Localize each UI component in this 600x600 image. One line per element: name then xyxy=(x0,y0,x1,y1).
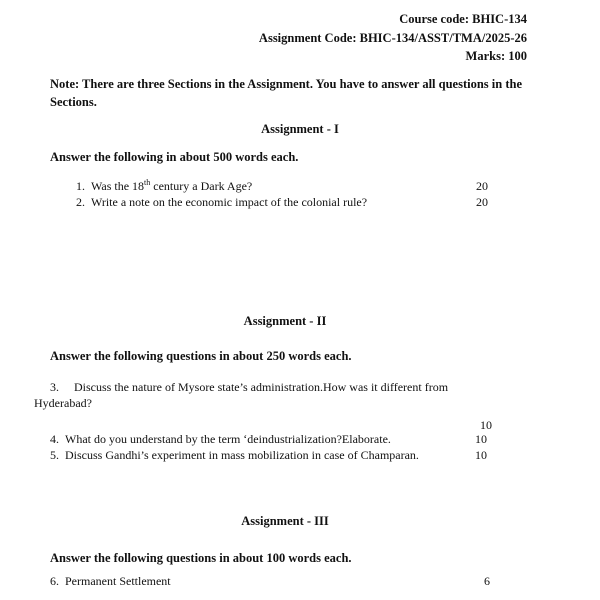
section-2-instruction: Answer the following questions in about 250 words each. xyxy=(50,349,352,363)
question-4-number: 4. xyxy=(50,432,59,446)
question-6 xyxy=(50,574,171,589)
question-3-text-line-1: Discuss the nature of Mysore state’s administration.How was it different from xyxy=(74,380,449,394)
question-1-text-post: century a Dark Age? xyxy=(150,179,253,193)
question-3-number: 3. xyxy=(50,380,59,394)
section-1-title: Assignment - I xyxy=(261,122,339,136)
question-6-marks: 6 xyxy=(484,574,490,588)
question-3-line-1 xyxy=(50,380,448,395)
question-1 xyxy=(76,179,252,194)
question-2-number: 2. xyxy=(76,195,85,209)
section-3-title: Assignment - III xyxy=(241,514,329,528)
question-5 xyxy=(50,448,419,463)
question-1-text-pre: Was the 18 xyxy=(91,179,145,193)
question-5-text: Discuss Gandhi’s experiment in mass mobilization in case of Champaran. xyxy=(65,448,419,462)
course-code: Course code: BHIC-134 xyxy=(399,12,527,26)
section-3-instruction: Answer the following questions in about 100 words each. xyxy=(50,551,352,565)
question-6-number: 6. xyxy=(50,574,59,588)
section-1-instruction: Answer the following in about 500 words each. xyxy=(50,150,299,164)
question-2 xyxy=(76,195,367,210)
question-1-number: 1. xyxy=(76,179,85,193)
question-6-text: Permanent Settlement xyxy=(65,574,171,588)
question-3-text-line-2: Hyderabad? xyxy=(34,396,92,410)
question-2-marks: 20 xyxy=(476,195,488,209)
total-marks: Marks: 100 xyxy=(465,49,527,63)
note-text: Note: There are three Sections in the Assignment. You have to answer all questions in the Sections. xyxy=(50,77,522,109)
question-4 xyxy=(50,432,391,447)
section-2-title: Assignment - II xyxy=(243,314,327,328)
question-4-marks: 10 xyxy=(475,432,487,446)
question-1-sup: th xyxy=(144,178,151,187)
assignment-code: Assignment Code: BHIC-134/ASST/TMA/2025-26 xyxy=(258,31,527,45)
question-3-marks: 10 xyxy=(480,418,492,432)
question-5-marks: 10 xyxy=(475,448,487,462)
question-5-number: 5. xyxy=(50,448,59,462)
question-1-marks: 20 xyxy=(476,179,488,193)
question-4-text: What do you understand by the term ‘deindustrialization?Elaborate. xyxy=(65,432,391,446)
question-2-text: Write a note on the economic impact of the colonial rule? xyxy=(91,195,368,209)
